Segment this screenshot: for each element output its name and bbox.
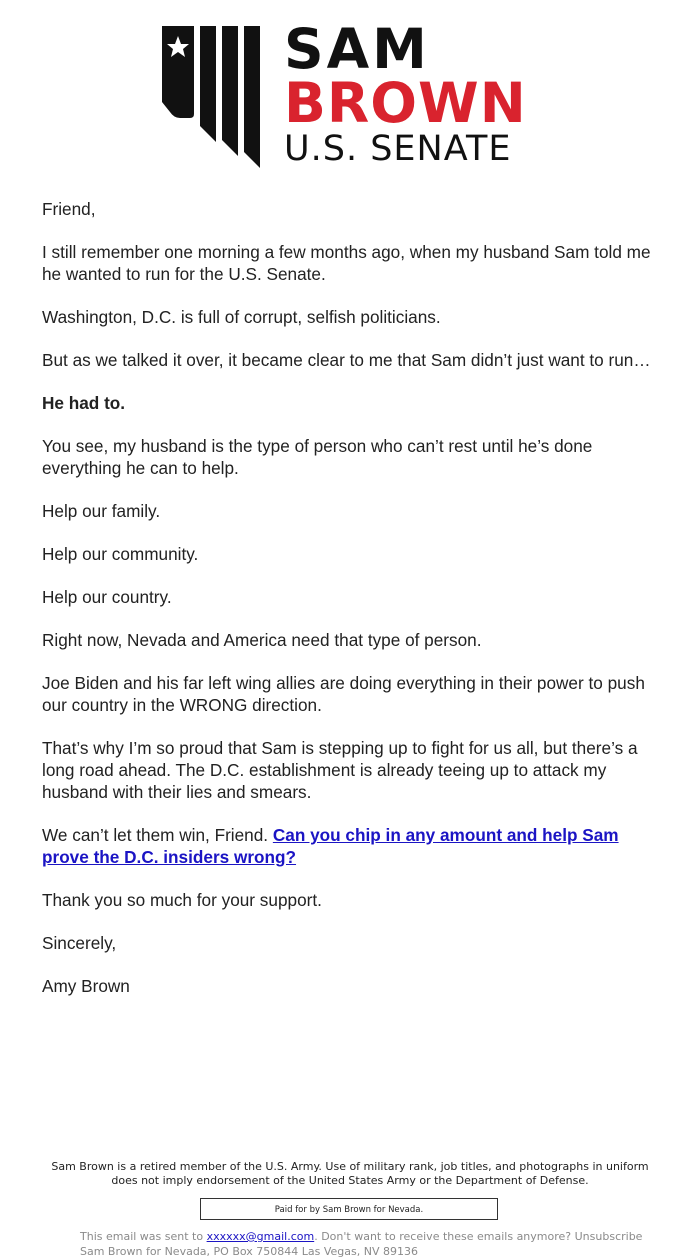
email-footer [80, 1229, 680, 1259]
letter-paragraph: Right now, Nevada and America need that type of person. [42, 630, 482, 650]
military-disclaimer: Sam Brown is a retired member of the U.S. Army. Use of military rank, job titles, and photographs in uniform does not imply endorsement of the United States Army or the Department of Defense. [51, 1160, 649, 1187]
nevada-flag-star-icon [160, 22, 284, 170]
paid-for-box: Paid for by Sam Brown for Nevada. [200, 1198, 498, 1220]
mailing-address: Sam Brown for Nevada, PO Box 750844 Las Vegas, NV 89136 [80, 1245, 418, 1258]
letter-paragraph: Washington, D.C. is full of corrupt, selfish politicians. [42, 307, 441, 327]
letter-signature: Amy Brown [42, 976, 130, 996]
letter-paragraph: You see, my husband is the type of person who can’t rest until he’s done everything he can to help. [42, 436, 593, 478]
letter-greeting: Friend, [42, 199, 96, 219]
letter-closing: Sincerely, [42, 933, 117, 953]
letter-paragraph: Help our community. [42, 544, 199, 564]
letter-paragraph: Help our country. [42, 587, 172, 607]
letter-paragraph: But as we talked it over, it became clear to me that Sam didn’t just want to run… [42, 350, 651, 370]
cta-prefix: We can’t let them win, Friend. [42, 825, 273, 845]
unsubscribe-link[interactable]: Unsubscribe [574, 1230, 643, 1243]
recipient-email-link[interactable]: xxxxxx@gmail.com [206, 1230, 315, 1243]
letter-emphasis: He had to. [42, 393, 126, 413]
donate-link[interactable]: Can you chip in any amount and help Sam prove the D.C. insiders wrong? [42, 825, 619, 867]
logo-text-senate: U.S. SENATE [284, 129, 512, 169]
letter-paragraph: Joe Biden and his far left wing allies are doing everything in their power to push our country in the WRONG direction. [42, 673, 645, 715]
sent-to-line [80, 1229, 680, 1244]
letter-paragraph: Thank you so much for your support. [42, 890, 322, 910]
letter-body [42, 198, 660, 1018]
sent-to-suffix: . Don't want to receive these emails anymore? [314, 1230, 575, 1243]
letter-paragraph: I still remember one morning a few months ago, when my husband Sam told me he wanted to run for the U.S. Senate. [42, 242, 651, 284]
sent-to-prefix: This email was sent to [80, 1230, 207, 1243]
letter-paragraph: That’s why I’m so proud that Sam is stepping up to fight for us all, but there’s a long road ahead. The D.C. establishment is already teeing up to attack my husband with their lies and smears. [42, 738, 638, 802]
logo-text-brown: BROWN [284, 71, 527, 135]
campaign-logo [160, 17, 545, 170]
logo-text-sam: SAM [284, 17, 430, 81]
letter-cta-paragraph [42, 824, 660, 868]
letter-paragraph: Help our family. [42, 501, 161, 521]
